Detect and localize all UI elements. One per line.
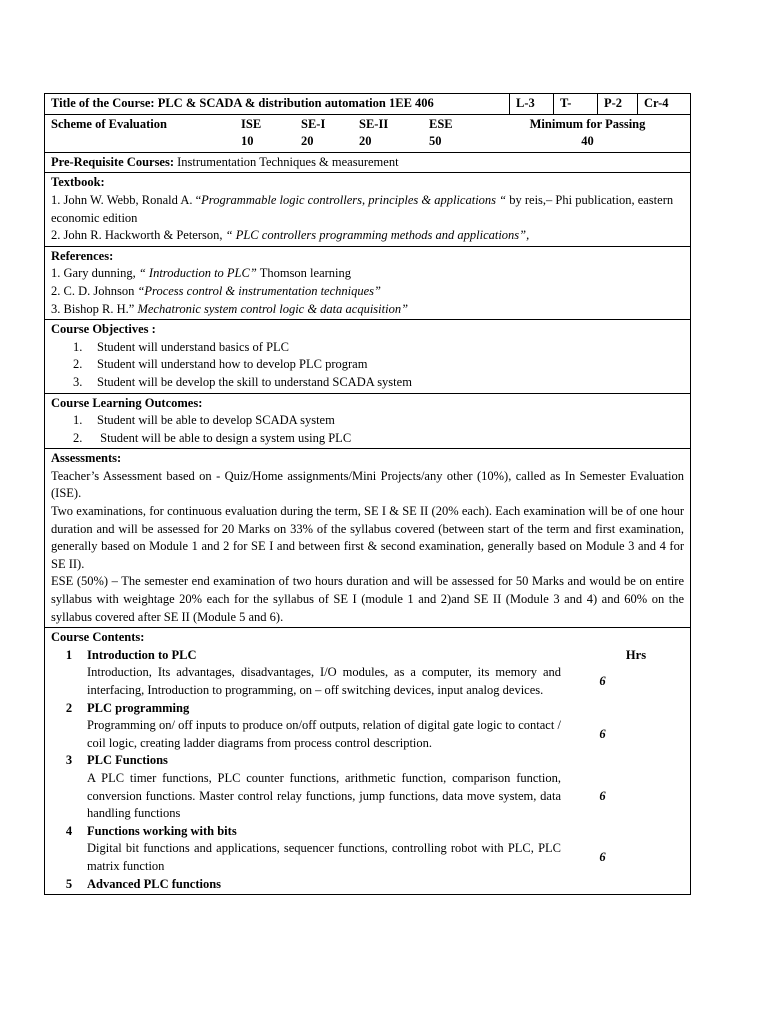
hrs-label: Hrs [625,647,647,662]
reference-item: 3. Bishop R. H.” Mechatronic system control logic & data acquisition” [51,301,409,316]
scheme-se1: SE-I 20 [301,116,326,149]
course-title-value: PLC & SCADA & distribution automation 1EE 406 [157,96,434,110]
textbook-item: 2. John R. Hackworth & Peterson, “ PLC controllers programming methods and applications”, [51,228,530,243]
module-body: A PLC timer functions, PLC counter functions, arithmetic function, comparison function, conversion functions. Master control relay functions, jump functions, data move system, data handling functions 6 [51,770,684,823]
objective-item: 3. Student will be develop the skill to understand SCADA system [73,374,412,389]
module-header: 5 Advanced PLC functions [65,876,222,891]
contents-section [44,628,691,895]
prerequisite-row [44,153,691,174]
module-header: 4 Functions working with bits [65,823,237,838]
module-hours: 6 [599,788,606,803]
scheme-se2: SE-II 20 [359,116,389,149]
textbook-item: 1. John W. Webb, Ronald A. “Programmable logic controllers, principles & applications “ by reis,– Phi publication, eastern economic edition [51,192,674,225]
textbook-label: Textbook: [51,175,105,190]
reference-item: 2. C. D. Johnson “Process control & instrumentation techniques” [51,283,381,298]
scheme-row [44,115,691,153]
prerequisite-label: Pre-Requisite Courses: [51,154,175,169]
objectives-section [44,320,691,393]
module-header: 1 Introduction to PLC Hrs [51,647,684,665]
assessment-paragraph: Two examinations, for continuous evaluation during the term, SE I & SE II (20% each). Each examination will be of one hour duration and will be assessed for 20 Marks on 33% of the syllabus covered (between start of the term and first examination, generally based on Module 1 and 2 for SE I and between first & second examination, generally based on Module 3 and 4 for SE II). [51,504,684,571]
objective-item: 2. Student will understand how to develop PLC program [73,357,368,372]
credits: Cr-4 [637,94,690,114]
module-body: Introduction, Its advantages, disadvantages, I/O modules, as a computer, its memory and interfacing, Introduction to programming, on – off switching devices, input analog devices. 6 [51,664,684,699]
syllabus-table [44,93,691,895]
module-body: Programming on/ off inputs to produce on/off outputs, relation of digital gate logic to contact / coil logic, creating ladder diagrams from process control description. 6 [51,717,684,752]
module-hours: 6 [599,726,606,741]
module-hours: 6 [599,850,606,865]
course-title-cell [45,94,509,114]
assessment-paragraph: ESE (50%) – The semester end examination of two hours duration and will be assessed for 50 Marks and would be on entire syllabus with weightage 20% each for the syllabus of SE I (module 1 and 2)and SE II (Module 3 and 4) and 60% on the syllabus covered after SE II (Module 5 and 6). [51,574,684,624]
assessments-label: Assessments: [51,451,122,466]
module-header: 3 PLC Functions [65,753,168,768]
outcomes-label: Course Learning Outcomes: [51,395,203,410]
practical-hours: P-2 [597,94,637,114]
tutorial-hours: T- [553,94,597,114]
outcomes-section [44,394,691,450]
scheme-ise: ISE 10 [241,116,262,149]
objectives-label: Course Objectives : [51,322,156,337]
module-body: Digital bit functions and applications, sequencer functions, controlling robot with PLC, PLC matrix function 6 [51,840,684,875]
module-hours: 6 [599,674,606,689]
assessment-paragraph: Teacher’s Assessment based on - Quiz/Home assignments/Mini Projects/any other (10%), called as In Semester Evaluation (ISE). [51,468,684,501]
textbook-section [44,173,691,246]
outcome-item: 1. Student will be able to develop SCADA system [73,413,335,428]
scheme-ese: ESE 50 [429,116,453,149]
assessments-section [44,449,691,628]
scheme-min-passing: Minimum for Passing 40 [529,116,646,149]
references-section [44,247,691,320]
reference-item: 1. Gary dunning, “ Introduction to PLC” Thomson learning [51,266,352,281]
prerequisite-value: Instrumentation Techniques & measurement [174,154,399,169]
objective-item: 1. Student will understand basics of PLC [73,339,289,354]
outcome-item: 2. Student will be able to design a system using PLC [73,430,352,445]
course-title-label: Title of the Course: [51,96,155,110]
contents-label: Course Contents: [51,630,145,645]
lecture-hours: L-3 [509,94,553,114]
references-label: References: [51,248,114,263]
course-title-row [44,93,691,115]
scheme-label: Scheme of Evaluation [51,116,167,131]
module-header: 2 PLC programming [65,700,190,715]
